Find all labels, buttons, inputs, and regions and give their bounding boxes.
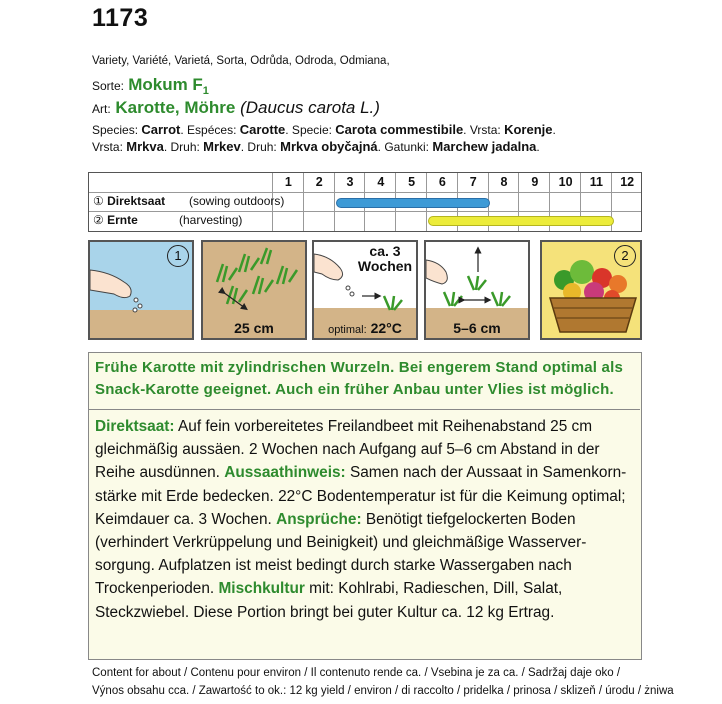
variety-label: Sorte: <box>92 79 125 93</box>
calendar-row-note: (sowing outdoors) <box>189 194 285 208</box>
calendar-month-label: 11 <box>589 175 603 189</box>
variety-name: Mokum F <box>128 75 203 94</box>
species-translation-label: . Druh: <box>163 140 204 154</box>
calendar-month-label: 3 <box>346 175 354 189</box>
thinning-spacing-label: 5–6 cm <box>453 320 501 336</box>
germination-weeks-label: ca. 3 Wochen <box>357 243 413 274</box>
heading-sowing-hint: Aussaathinweis: <box>224 464 346 482</box>
calendar-month-label: 1 <box>284 175 292 189</box>
calendar-row-harvest <box>93 213 243 227</box>
species-translation-value: Korenje <box>504 122 553 137</box>
content-yield-line-2: Výnos obsahu cca. / Zawartość to ok.: 12 kg yield / environ / di raccolto / pridelka / prinosa / sklizeň / úrodu / żniwa <box>92 685 674 697</box>
product-code: 1173 <box>92 4 149 32</box>
calendar-month-column <box>303 173 334 231</box>
species-name: Karotte, Möhre <box>115 98 236 117</box>
species-line <box>92 97 380 120</box>
step-2-icon: 2 <box>614 245 636 267</box>
calendar-month-label: 10 <box>558 175 573 189</box>
cultivation-instructions: Direktsaat: Auf fein vorbereitetes Freilandbeet mit Reihenabstand 25 cm gleichmäßig aussäen. 2 Wochen nach Aufgang auf 5–6 cm Abstand in der Reihe ausdünnen. Aussaathinweis: Samen nach der Aussaat in Samenkorn-stärke mit Erde bedecken. 22°C Bodentemperatur ist für die Keimung optimal; Keimdauer ca. 3 Wochen. Ansprüche: Benötigt tiefgelockerten Boden (verhindert Verkrüppelung und Beinigkeit) und gleichmäßige Wasserver-sorgung. Aufplatzen ist meist bedingt durch starke Wassergaben nach Trockenperioden. Mischkultur mit: Kohlrabi, Radieschen, Dill, Salat, Steckzwiebel. Diese Portion bringt bei guter Kultur ca. 12 kg Ertrag. <box>95 418 627 621</box>
latin-name: (Daucus carota L.) <box>240 98 380 117</box>
calendar-month-label: 2 <box>315 175 323 189</box>
calendar-month-label: 12 <box>620 175 635 189</box>
content-yield-line-1: Content for about / Contenu pour environ / Il contenuto rende ca. / Vsebina je za ca. / Sadržaj daje oko / <box>92 667 621 679</box>
hand-sowing-icon <box>90 242 194 340</box>
species-translation-label: . <box>536 140 540 154</box>
description-box <box>88 352 642 660</box>
marker-2-icon: ② <box>93 213 104 227</box>
species-translation-value: Marchew jadalna <box>432 139 537 154</box>
calendar-month-label: 9 <box>531 175 539 189</box>
species-translation-label: . Espéces: <box>180 123 240 137</box>
row-spacing-label: 25 cm <box>234 320 274 336</box>
optimal-temperature: optimal: 22°C <box>328 320 402 336</box>
calendar-month-label: 8 <box>500 175 508 189</box>
variety-languages-line: Variety, Variété, Varietá, Sorta, Odrůda, Odroda, Odmiana, <box>92 55 390 67</box>
calendar-row-sowing <box>93 194 285 208</box>
species-translation-value: Mrkva obyčajná <box>280 139 378 154</box>
species-translation-value: Carotte <box>239 122 286 137</box>
calendar-row-note: (harvesting) <box>179 213 243 227</box>
sowing-period-bar <box>336 198 490 208</box>
variety-subscript: 1 <box>202 85 209 97</box>
illustration-row-spacing <box>201 240 307 340</box>
intro-text: Frühe Karotte mit zylindrischen Wurzeln. Bei engerem Stand optimal als Snack-Karotte geeignet. Auch ein früher Anbau unter Vlies ist möglich. <box>95 359 623 398</box>
step-1-icon: 1 <box>167 245 189 267</box>
illustration-thinning <box>424 240 530 340</box>
illustration-germination <box>312 240 418 340</box>
species-translations-1 <box>92 122 556 138</box>
calendar-month-label: 6 <box>438 175 446 189</box>
species-label: Art: <box>92 102 111 116</box>
illustration-sowing <box>88 240 194 340</box>
divider <box>89 409 640 410</box>
heading-requirements: Ansprüche: <box>276 510 362 528</box>
species-translation-value: Carrot <box>141 122 181 137</box>
species-translations-2 <box>92 139 540 155</box>
heading-companion: Mischkultur <box>218 580 305 598</box>
calendar-month-column <box>611 173 642 231</box>
marker-1-icon: ① <box>93 194 104 208</box>
species-translation-label: Species: <box>92 123 142 137</box>
calendar-row-name: Direktsaat <box>107 194 166 208</box>
harvest-period-bar <box>428 216 614 226</box>
species-translation-value: Mrkev <box>203 139 241 154</box>
vegetable-basket-icon <box>542 242 642 340</box>
species-translation-label: Vrsta: <box>92 140 127 154</box>
calendar-month-label: 7 <box>469 175 477 189</box>
species-translation-value: Mrkva <box>126 139 164 154</box>
species-translation-label: . <box>552 123 556 137</box>
species-translation-label: . Vrsta: <box>463 123 505 137</box>
species-translation-label: . Specie: <box>285 123 336 137</box>
species-translation-label: . Gatunki: <box>377 140 433 154</box>
calendar-month-label: 5 <box>408 175 416 189</box>
species-translation-label: . Druh: <box>240 140 281 154</box>
calendar-row-name: Ernte <box>107 213 138 227</box>
heading-direct-sowing: Direktsaat: <box>95 418 175 435</box>
calendar-month-label: 4 <box>377 175 385 189</box>
illustration-harvest-basket <box>540 240 642 340</box>
species-translation-value: Carota commestibile <box>335 122 464 137</box>
